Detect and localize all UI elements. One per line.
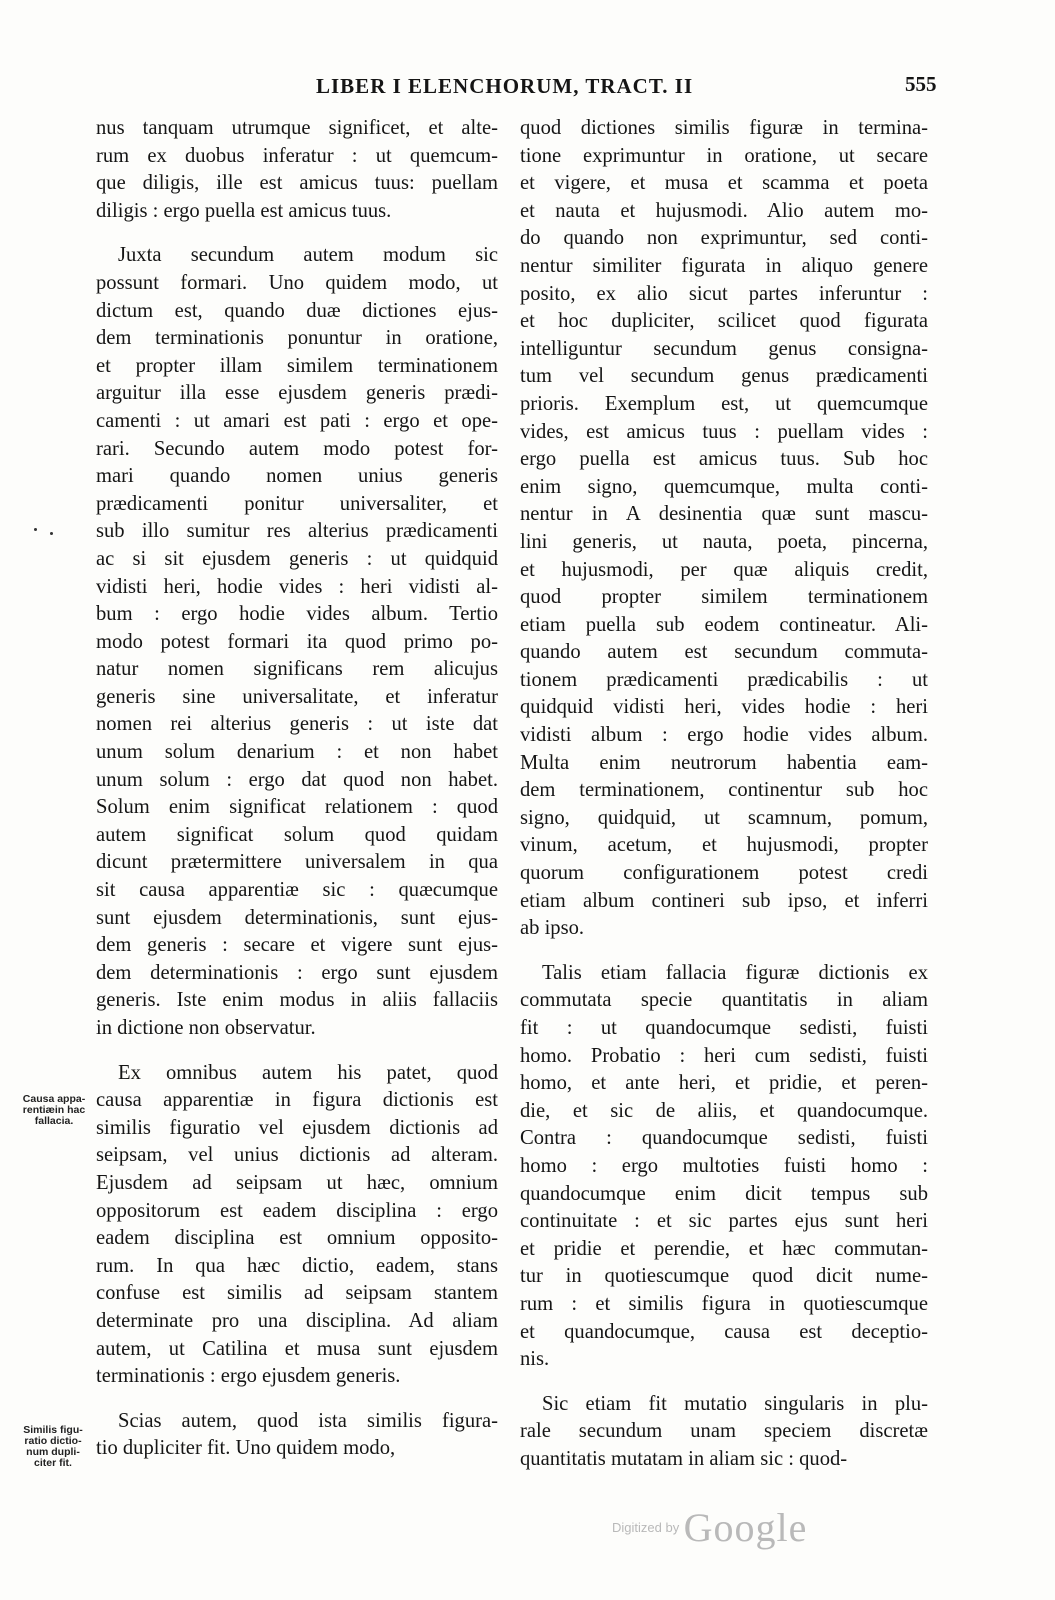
watermark-prefix: Digitized by — [612, 1520, 680, 1535]
text-line: nis. — [520, 1348, 550, 1371]
text-line: possunt formari. Uno quidem modo, ut — [96, 271, 498, 294]
text-line: quantitatis mutatam in aliam sic : quod- — [520, 1447, 848, 1470]
text-line: posito, ex alio sicut partes inferuntur : — [520, 282, 928, 305]
print-speck — [34, 528, 37, 531]
text-line: Juxta secundum autem modum sic — [118, 244, 498, 267]
text-line: Scias autem, quod ista similis figura- — [118, 1409, 498, 1432]
text-line: camenti : ut amari est pati : ergo et ope- — [96, 409, 498, 432]
google-logo: Google — [683, 1505, 808, 1550]
text-line: vinum, acetum, et hujusmodi, propter — [520, 834, 928, 857]
text-line: tur in quotiescumque quod dicit nume- — [520, 1265, 928, 1288]
paragraph-gap — [96, 225, 498, 242]
text-line: et propter illam similem terminationem — [96, 354, 498, 377]
text-line: in dictione non observatur. — [96, 1017, 316, 1039]
text-line: et pridie et perendie, et hæc commutan- — [520, 1237, 928, 1260]
margin-note-line: fallacia. — [34, 1115, 74, 1127]
digitization-watermark — [612, 1504, 807, 1551]
text-line: tio dupliciter fit. Uno quidem modo, — [96, 1437, 396, 1460]
paragraph — [520, 115, 928, 943]
text-line: rale secundum unam speciem discretæ — [520, 1420, 928, 1443]
text-line: enim signo, quemcumque, multa conti- — [520, 475, 928, 498]
text-line: continuitate : et sic partes ejus sunt heri — [520, 1210, 928, 1233]
text-line: generis sine universalitate, et inferatur — [96, 685, 498, 708]
text-line: autem, ut Catilina et musa sunt ejusdem — [96, 1337, 498, 1360]
text-line: nentur similiter figurata in aliquo genere — [520, 254, 928, 277]
text-line: confuse est similis ad seipsam stantem — [96, 1282, 498, 1305]
margin-note-line: Similis figu- — [23, 1424, 83, 1436]
text-line: seipsam, vel unius dictionis ad alteram. — [96, 1144, 498, 1167]
text-line: signo, quidquid, ut scamnum, pomum, — [520, 806, 928, 829]
page-number: 555 — [905, 72, 937, 96]
text-line: causa apparentiæ in figura dictionis est — [96, 1089, 498, 1112]
text-line: quandocumque enim dicit tempus sub — [520, 1182, 928, 1205]
text-line: nentur in A desinentia quæ sunt mascu- — [520, 503, 928, 526]
text-line: quidquid vidisti heri, vides hodie : heri — [520, 696, 928, 719]
text-line: quando autem est secundum commuta- — [520, 641, 928, 664]
text-line: unum solum denarium : et non habet — [96, 741, 498, 764]
text-line: unum solum : ergo dat quod non habet. — [96, 768, 498, 791]
text-line: Ex omnibus autem his patet, quod — [118, 1061, 498, 1084]
paragraph — [96, 1408, 498, 1463]
text-line: commutata specie quantitatis in aliam — [520, 989, 928, 1012]
margin-note-similis — [12, 1425, 94, 1469]
margin-note-line: Causa appa- — [22, 1093, 86, 1105]
paragraph-gap — [96, 1391, 498, 1408]
text-line: die, et sic de aliis, et quandocumque. — [520, 1099, 928, 1122]
text-line: ergo puella est amicus tuus. Sub hoc — [520, 448, 928, 471]
text-line: Sic etiam fit mutatio singularis in plu- — [542, 1392, 928, 1415]
text-line: ac si sit ejusdem generis : ut quidquid — [96, 547, 498, 570]
paragraph — [520, 1391, 928, 1474]
left-column — [96, 115, 498, 1463]
text-line: dem determinationis : ergo sunt ejusdem — [96, 961, 498, 984]
text-line: homo : ergo multoties fuisti homo : — [520, 1154, 928, 1177]
paragraph-gap — [520, 943, 928, 960]
text-line: homo. Probatio : heri cum sedisti, fuisti — [520, 1044, 928, 1067]
text-line: Solum enim significat relationem : quod — [96, 796, 498, 819]
text-line: rum ex duobus inferatur : ut quemcum- — [96, 144, 498, 167]
text-line: vidisti album : ergo hodie vides album. — [520, 724, 928, 747]
text-line: bum : ergo hodie vides album. Tertio — [96, 603, 498, 626]
text-line: et quandocumque, causa est deceptio- — [520, 1320, 928, 1343]
text-line: rum. In qua hæc dictio, eadem, stans — [96, 1254, 498, 1277]
text-line: mari quando nomen unius generis — [96, 465, 498, 488]
margin-note-line: rentiæin hac — [22, 1104, 86, 1116]
text-line: Talis etiam fallacia figuræ dictionis ex — [542, 961, 928, 984]
running-title: LIBER I ELENCHORUM, TRACT. II — [316, 74, 694, 98]
text-line: similis figuratio vel ejusdem dictionis ad — [96, 1116, 498, 1139]
text-line: modo potest formari ita quod primo po- — [96, 630, 498, 653]
text-line: dicunt prætermittere universalem in qua — [96, 851, 498, 874]
text-line: dem generis : secare et vigere sunt ejus- — [96, 934, 498, 957]
text-line: rari. Secundo autem modo potest for- — [96, 437, 498, 460]
text-line: lini generis, ut nauta, poeta, pincerna, — [520, 530, 928, 553]
text-line: autem significat solum quod quidam — [96, 823, 498, 846]
text-line: etiam puella sub eodem contineatur. Ali- — [520, 613, 928, 636]
text-line: tum vel secundum genus prædicamenti — [520, 365, 928, 388]
text-line: que diligis, ille est amicus tuus: puellam — [96, 172, 498, 195]
text-line: ab ipso. — [520, 917, 585, 940]
text-line: generis. Iste enim modus in aliis fallaciis — [96, 989, 498, 1012]
text-line: dem terminationem, continentur sub hoc — [520, 779, 928, 802]
paragraph — [96, 1060, 498, 1391]
text-line: dem terminationis ponuntur in oratione, — [96, 327, 498, 350]
text-line: Ejusdem ad seipsam ut hæc, omnium — [96, 1171, 498, 1194]
text-line: et hoc dupliciter, scilicet quod figurata — [520, 310, 928, 333]
right-column — [520, 115, 928, 1474]
text-line: vidisti heri, hodie vides : heri vidisti al- — [96, 575, 498, 598]
text-line: sunt ejusdem determinationis, sunt ejus- — [96, 906, 498, 929]
text-line: eadem disciplina est omnium opposito- — [96, 1227, 498, 1250]
text-line: intelliguntur secundum genus consigna- — [520, 337, 928, 360]
text-line: dictum est, quando duæ dictiones ejus- — [96, 299, 498, 322]
text-line: etiam album contineri sub ipso, et inferri — [520, 889, 928, 912]
text-line: vides, est amicus tuus : puellam vides : — [520, 420, 928, 443]
text-line: oppositorum est eadem disciplina : ergo — [96, 1199, 498, 1222]
paragraph — [96, 115, 498, 225]
text-line: terminationis : ergo ejusdem generis. — [96, 1365, 401, 1388]
text-line: diligis : ergo puella est amicus tuus. — [96, 199, 392, 222]
paragraph — [96, 242, 498, 1042]
text-line: Multa enim neutrorum habentia eam- — [520, 751, 928, 774]
margin-note-line: num dupli- — [26, 1446, 80, 1458]
text-line: quod propter similem terminationem — [520, 586, 928, 609]
margin-note-causa — [14, 1094, 94, 1127]
text-line: tione exprimuntur in oratione, ut secare — [520, 144, 928, 167]
margin-note-line: ratio dictio- — [24, 1435, 82, 1447]
text-line: do quando non exprimuntur, sed conti- — [520, 227, 928, 250]
text-line: et vigere, et musa et scamma et poeta — [520, 172, 928, 195]
text-line: quod dictiones similis figuræ in termina- — [520, 117, 928, 139]
text-line: nus tanquam utrumque significet, et alte- — [96, 117, 498, 139]
print-speck — [50, 532, 53, 535]
text-line: fit : ut quandocumque sedisti, fuisti — [520, 1017, 928, 1039]
paragraph-gap — [96, 1043, 498, 1060]
text-line: tionem prædicamenti prædicabilis : ut — [520, 668, 928, 691]
text-line: homo, et ante heri, et pridie, et peren- — [520, 1072, 928, 1095]
paragraph — [520, 960, 928, 1374]
text-line: quorum configurationem potest credi — [520, 862, 928, 885]
text-line: Contra : quandocumque sedisti, fuisti — [520, 1127, 928, 1150]
text-line: et hujusmodi, per quæ aliquis credit, — [520, 558, 928, 581]
text-line: prædicamenti ponitur universaliter, et — [96, 492, 498, 515]
text-line: sit causa apparentiæ sic : quæcumque — [96, 879, 498, 902]
text-line: et nauta et hujusmodi. Alio autem mo- — [520, 199, 928, 222]
text-line: sub illo sumitur res alterius prædicamenti — [96, 520, 498, 543]
margin-note-line: citer fit. — [34, 1457, 72, 1469]
text-line: nomen rei alterius generis : ut iste dat — [96, 713, 498, 736]
text-line: prioris. Exemplum est, ut quemcumque — [520, 392, 928, 415]
paragraph-gap — [520, 1374, 928, 1391]
text-line: determinate pro una disciplina. Ad aliam — [96, 1309, 498, 1332]
text-line: arguitur illa esse ejusdem generis prædi- — [96, 382, 498, 405]
text-line: natur nomen significans rem alicujus — [96, 658, 498, 681]
text-line: rum : et similis figura in quotiescumque — [520, 1292, 928, 1315]
